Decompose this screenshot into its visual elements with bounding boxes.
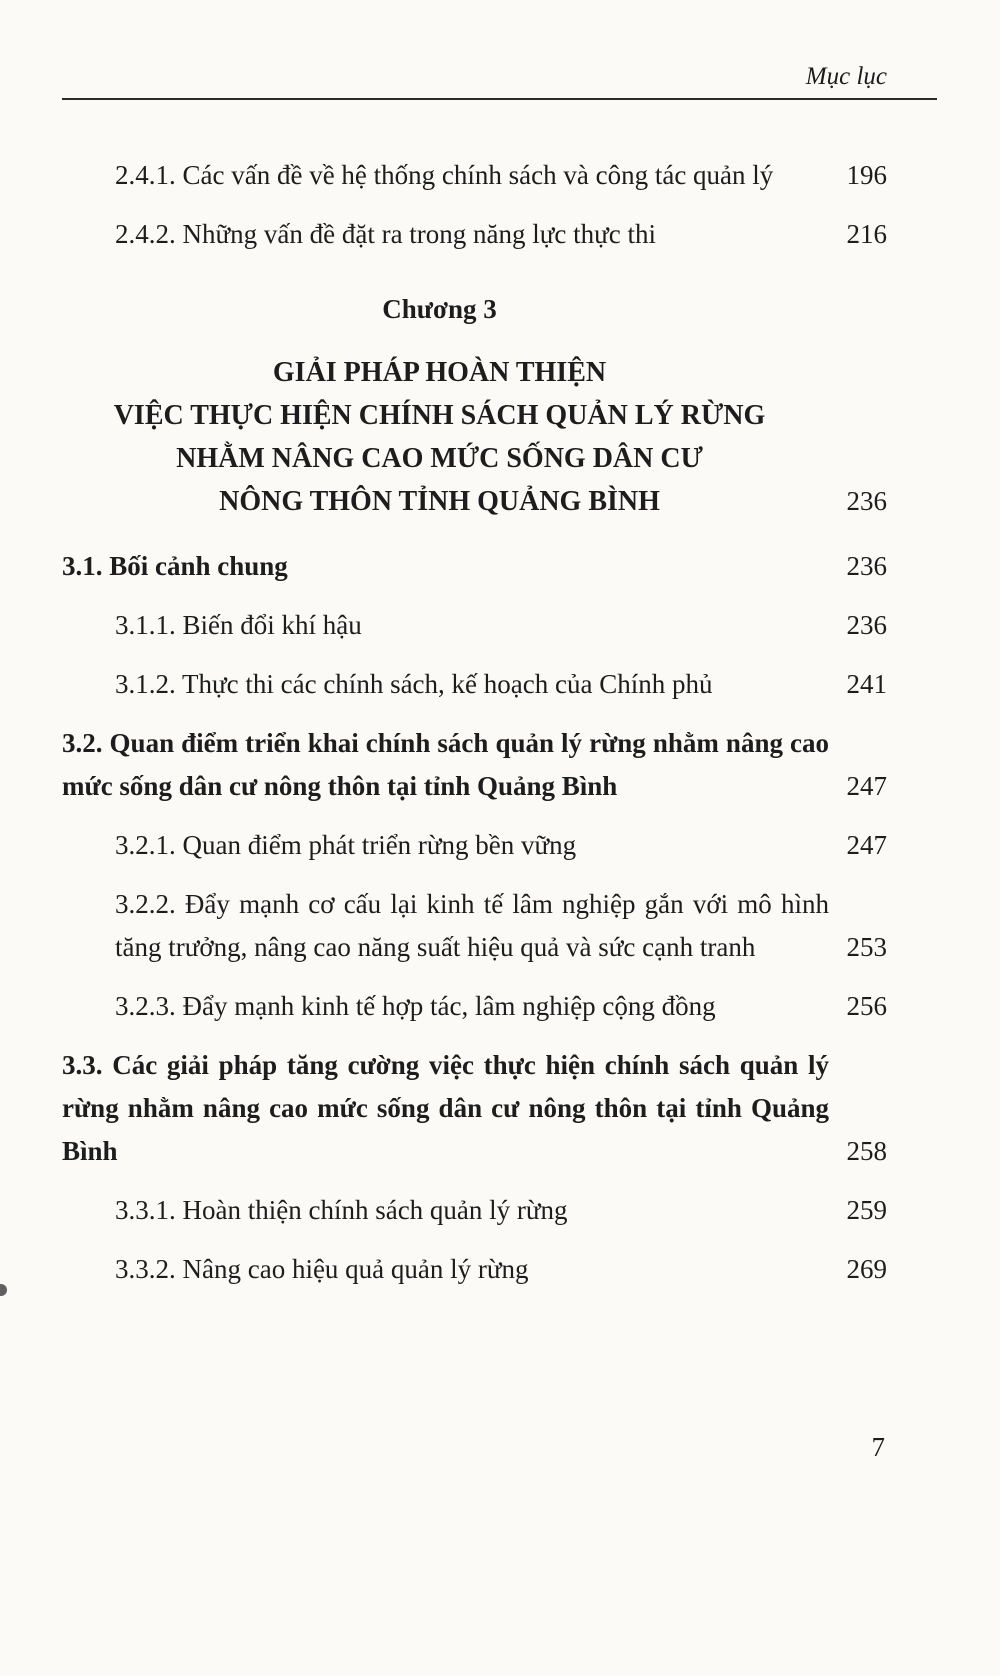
toc-entry-text: 3.3. Các giải pháp tăng cường việc thực hiện chính sách quản lý rừng nhằm nâng cao mức sống dân cư nông thôn tại tỉnh Quảng Bình [62, 1050, 829, 1166]
toc-entry-page-number: 216 [846, 219, 887, 249]
toc-entry-page-number: 256 [846, 991, 887, 1021]
toc-entry-page-number: 247 [846, 830, 887, 860]
chapter-title [62, 351, 887, 523]
toc-entry-text: 3.1. Bối cảnh chung [62, 551, 288, 581]
toc-entry-text: 3.3.2. Nâng cao hiệu quả quản lý rừng [115, 1254, 529, 1284]
toc-entry-text: 3.3.1. Hoàn thiện chính sách quản lý rừng [115, 1195, 568, 1225]
toc-entry-text: 3.2.3. Đẩy mạnh kinh tế hợp tác, lâm nghiệp cộng đồng [115, 991, 716, 1021]
chapter-title-line: GIẢI PHÁP HOÀN THIỆN [272, 357, 607, 388]
toc-entry-page-number: 258 [846, 1136, 887, 1166]
header-divider [62, 98, 937, 100]
toc-entry-page-number: 236 [846, 551, 887, 581]
footer-page-number: 7 [871, 1432, 885, 1462]
toc-entry [62, 1189, 887, 1232]
toc-entry-text: 2.4.2. Những vấn đề đặt ra trong năng lực thực thi [115, 219, 657, 249]
toc-entry-text: 2.4.1. Các vấn đề về hệ thống chính sách và công tác quản lý [115, 160, 774, 190]
toc-entry [62, 1044, 887, 1173]
toc-entry [62, 604, 887, 647]
toc-entry-page-number: 259 [846, 1195, 887, 1225]
toc-entry [62, 985, 887, 1028]
toc-entry-text: 3.1.2. Thực thi các chính sách, kế hoạch của Chính phủ [115, 669, 713, 699]
scan-artifact [0, 1284, 7, 1296]
toc-entry-page-number: 247 [846, 771, 887, 801]
chapter-heading: Chương 3 [382, 294, 497, 324]
toc-entry-page-number: 269 [846, 1254, 887, 1284]
toc-entry [62, 824, 887, 867]
chapter-title-line: NÔNG THÔN TỈNH QUẢNG BÌNH [219, 486, 660, 517]
toc-entry-text: 3.2.2. Đẩy mạnh cơ cấu lại kinh tế lâm nghiệp gắn với mô hình tăng trưởng, nâng cao năng suất hiệu quả và sức cạnh tranh [115, 889, 829, 962]
header-title: Mục lục [805, 63, 887, 90]
toc-entry-page-number: 253 [846, 932, 887, 962]
page-content [62, 0, 937, 1307]
toc-entry-page-number: 236 [846, 610, 887, 640]
toc-entry-text: 3.1.1. Biến đổi khí hậu [115, 610, 362, 640]
toc-entry-page-number: 241 [846, 669, 887, 699]
toc-entry [62, 213, 887, 256]
toc-entry [62, 883, 887, 969]
toc-entry-page-number: 196 [846, 160, 887, 190]
table-of-contents [62, 154, 937, 1291]
toc-entry [62, 1248, 887, 1291]
toc-entry-text: 3.2. Quan điểm triển khai chính sách quản lý rừng nhằm nâng cao mức sống dân cư nông thôn tại tỉnh Quảng Bình [62, 728, 829, 801]
chapter-title-line: VIỆC THỰC HIỆN CHÍNH SÁCH QUẢN LÝ RỪNG [113, 400, 766, 431]
chapter-title-line: NHẰM NÂNG CAO MỨC SỐNG DÂN CƯ [176, 443, 703, 474]
toc-entry [62, 722, 887, 808]
page-header [62, 0, 937, 92]
toc-entry [62, 663, 887, 706]
toc-entry [62, 545, 887, 588]
toc-entry-page-number: 236 [846, 486, 887, 516]
toc-entry [62, 154, 887, 197]
toc-entry-text: 3.2.1. Quan điểm phát triển rừng bền vững [115, 830, 577, 860]
